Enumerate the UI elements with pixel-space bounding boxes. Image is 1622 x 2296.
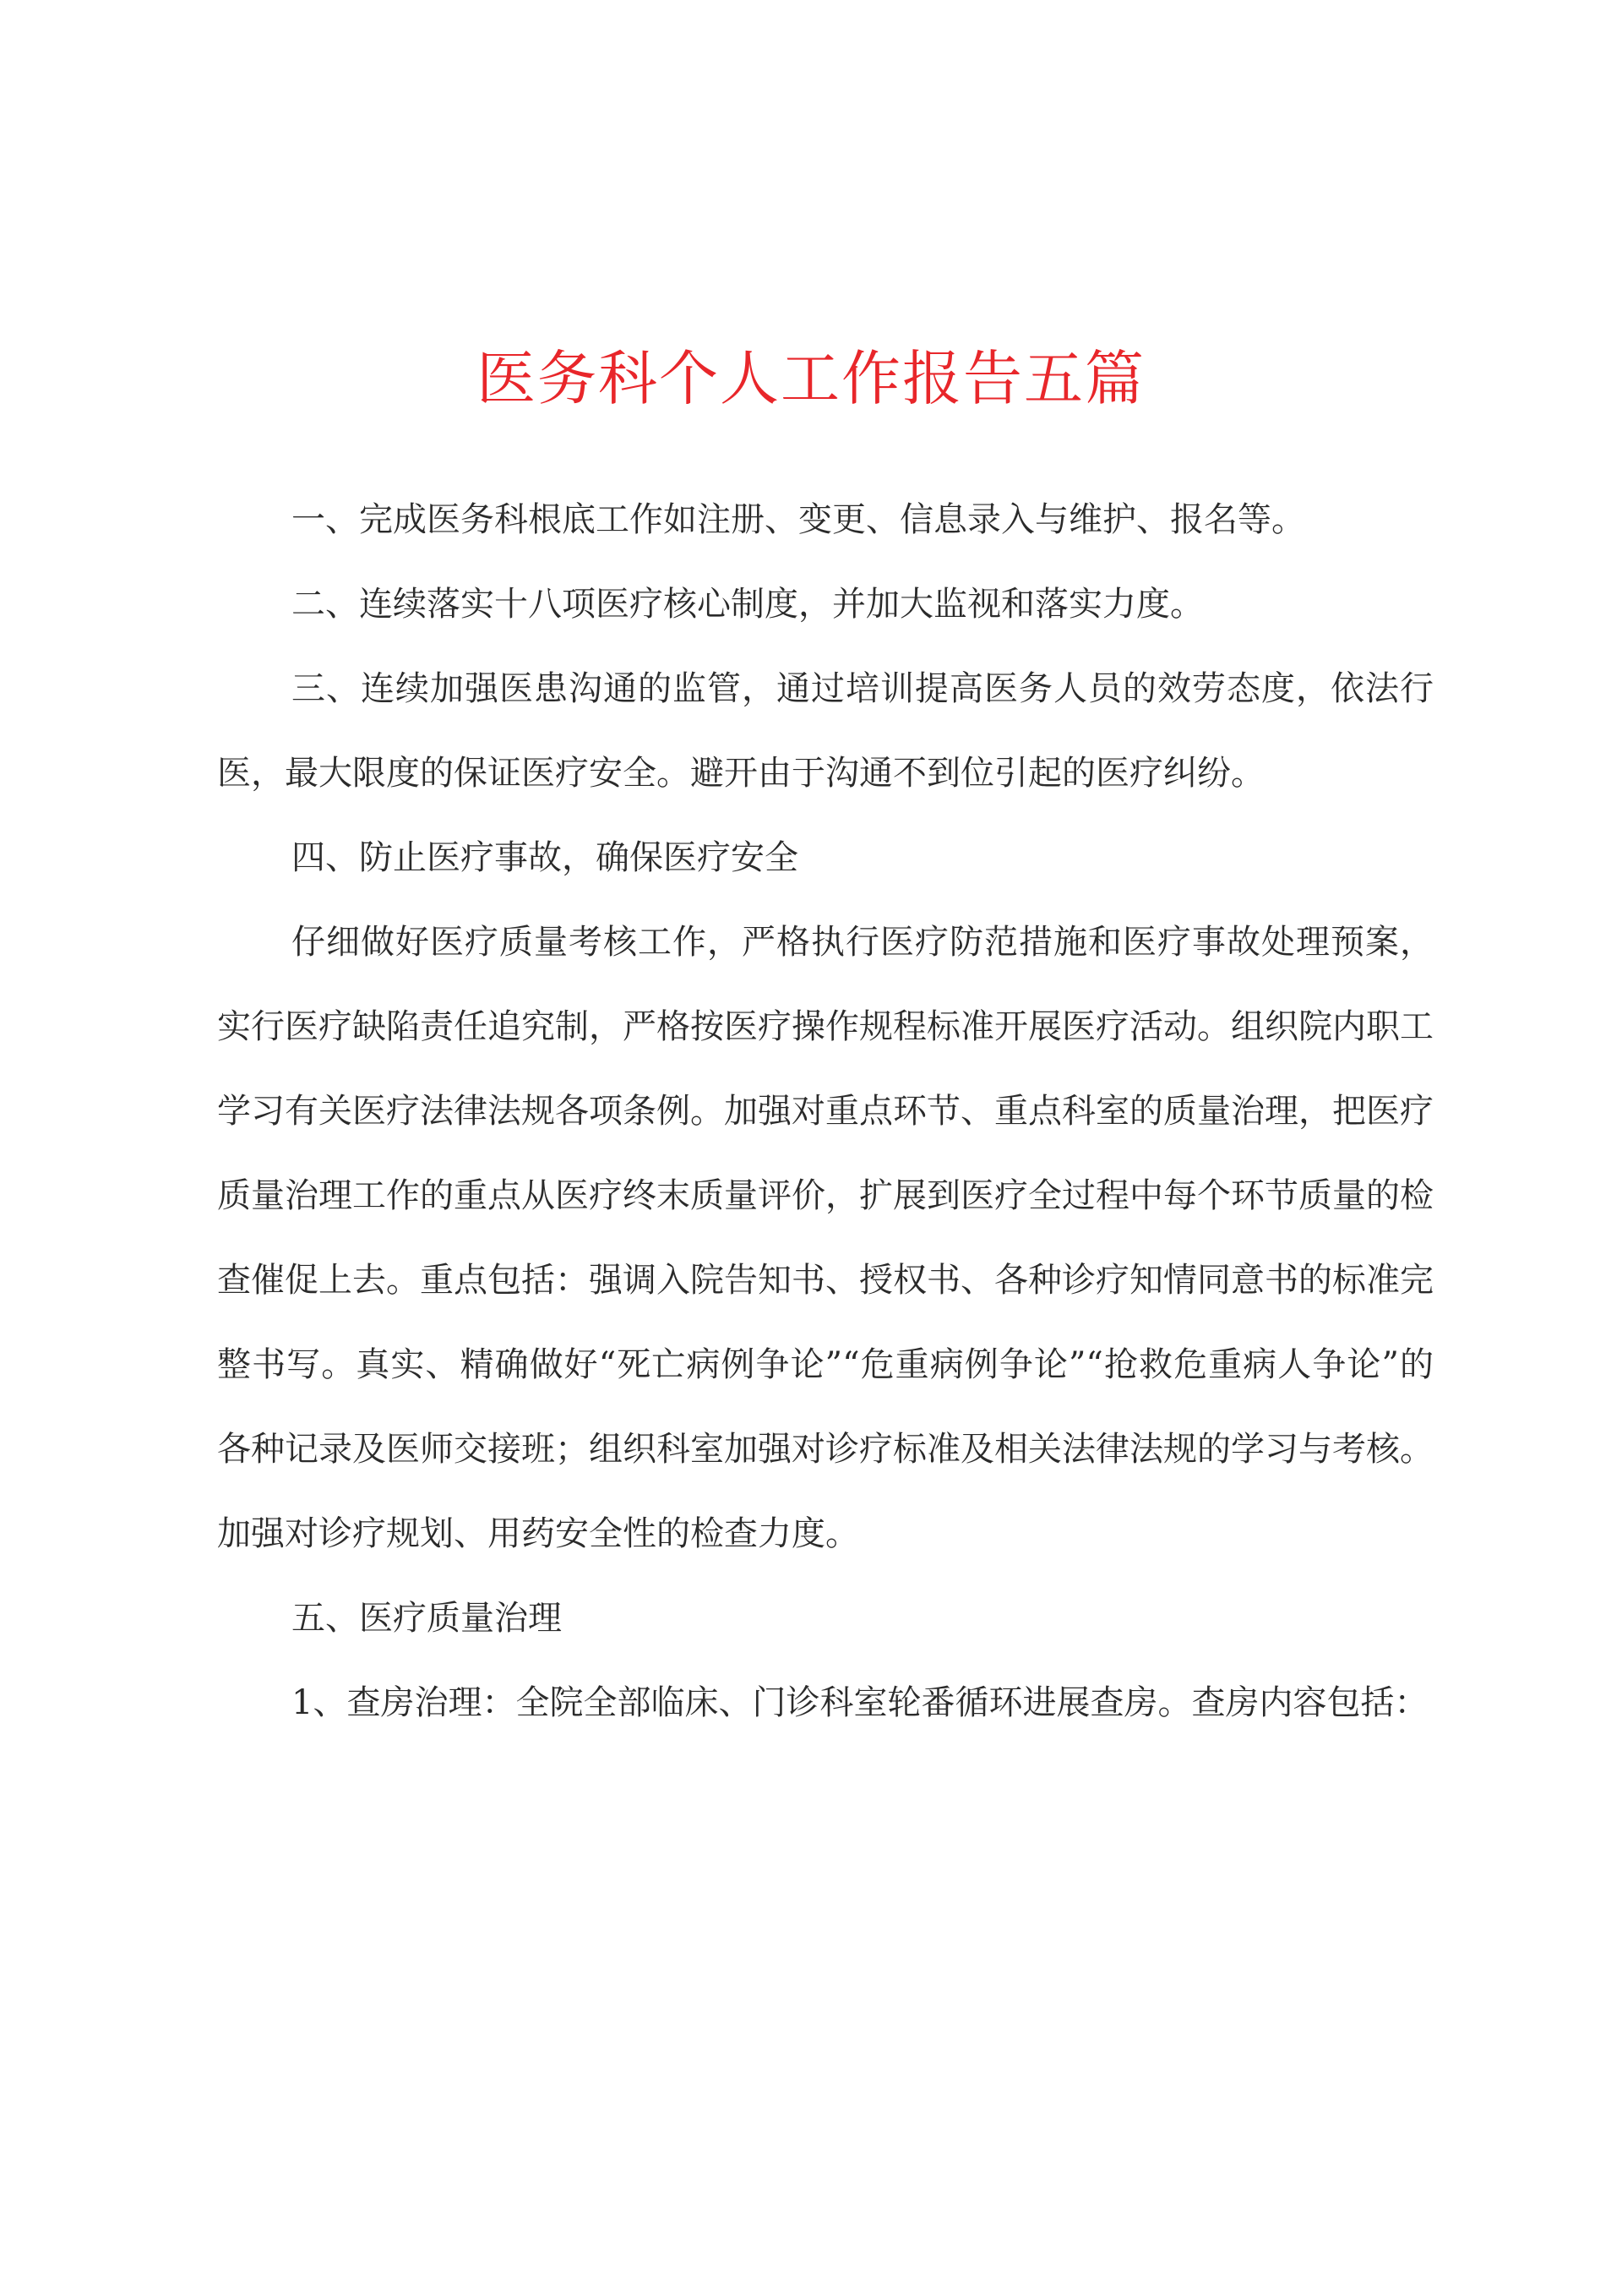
paragraph-1: 一、完成医务科根底工作如注册、变更、信息录入与维护、报名等。 <box>291 500 1305 539</box>
paragraph-2: 二、连续落实十八项医疗核心制度，并加大监视和落实力度。 <box>291 585 1204 624</box>
paragraph-7: 1、查房治理：全院全部临床、门诊科室轮番循环进展查房。查房内容包括： <box>291 1683 1429 1722</box>
document-title: 医务科个人工作报告五篇 <box>476 344 1146 413</box>
paragraph-5: 仔细做好医疗质量考核工作，严格执行医疗防范措施和医疗事故处理预案，实行医疗缺陷责任追究制，严格按医疗操作规程标准开展医疗活动。组织院内职工学习有关医疗法律法规各项条例。加强对重点环节、重点科室的质量治理，把医疗质量治理工作的重点从医疗终末质量评价，扩展到医疗全过程中每个环节质量的检查催促上去。重点包括：强调入院告知书、授权书、各种诊疗知情同意书的标准完整书写。真实、精确做好“死亡病例争论”“危重病例争论”“抢救危重病人争论”的各种记录及医师交接班；组织科室加强对诊疗标准及相关法律法规的学习与考核。加强对诊疗规划、用药安全性的检查力度。 <box>217 923 1434 1553</box>
paragraph-6: 五、医疗质量治理 <box>291 1599 562 1638</box>
document-body <box>217 477 1434 1745</box>
paragraph-3: 三、连续加强医患沟通的监管，通过培训提高医务人员的效劳态度，依法行医，最大限度的保证医疗安全。避开由于沟通不到位引起的医疗纠纷。 <box>217 669 1434 793</box>
paragraph-4: 四、防止医疗事故，确保医疗安全 <box>291 838 798 877</box>
